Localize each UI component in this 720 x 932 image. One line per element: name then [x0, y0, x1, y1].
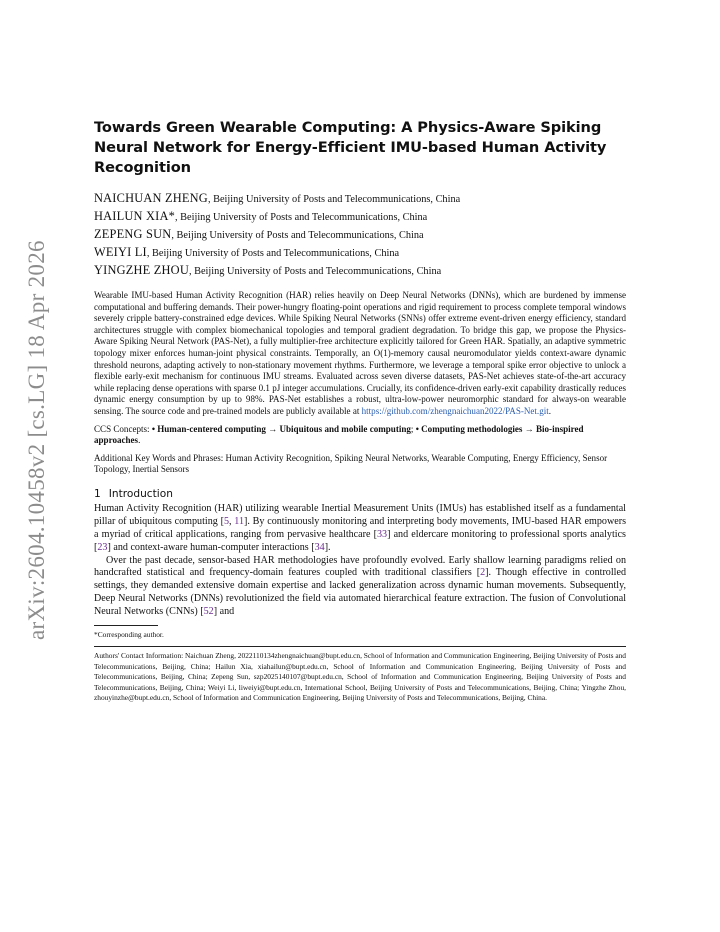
citation-link[interactable]: 34: [314, 541, 325, 553]
code-repository-link[interactable]: https://github.com/zhengnaichuan2022/PAS-Net.git: [361, 405, 549, 416]
footnote-divider: [94, 625, 158, 626]
author-affiliation: , Beijing University of Posts and Telecommunications, China: [171, 230, 424, 241]
abstract-text: Wearable IMU-based Human Activity Recognition (HAR) relies heavily on Deep Neural Networks (DNNs), which are burdened by immense computational and buffering demands. Their power-hungry floating-point operations and rigid requirement to process complete temporal windows severely cripple battery-constrained edge devices. While Spiking Neural Networks (SNNs) offer extreme event-driven energy efficiency, standard architectures struggle with complex biomechanical topologies and temporal gradient degradation. To bridge this gap, we propose the Physics-Aware Spiking Neural Network (PAS-Net), a fully multiplier-free architecture explicitly tailored for Green HAR. Spatially, an adaptive symmetric topology mixer enforces human-joint physical constraints. Temporally, an O(1)-memory causal neuromodulator yields context-aware dynamic threshold neurons, adapting actively to non-stationary movement rhythms. Furthermore, we leverage a temporal spike error objective to unlock a flexible early-exit mechanism for continuous IMU streams. Evaluated across seven diverse datasets, PAS-Net achieves state-of-the-art accuracy while replacing dense operations with sparse 0.1 pJ integer accumulations. Crucially, its confidence-driven early-exit capability drastically reduces dynamic energy consumption by up to 98%. PAS-Net establishes a robust, ultra-low-power neuromorphic standard for always-on wearable sensing. The source code and pre-trained models are publicly available at: [94, 290, 626, 416]
author-entry: [94, 208, 626, 226]
citation-link[interactable]: 5: [223, 515, 229, 527]
author-name: YINGZHE ZHOU: [94, 263, 189, 277]
author-entry: [94, 190, 626, 208]
ccs-concept: • Computing methodologies → Bio-inspired approaches: [94, 423, 584, 446]
author-name: NAICHUAN ZHENG: [94, 191, 208, 205]
author-entry: [94, 244, 626, 262]
contact-divider: [94, 646, 626, 647]
keywords: Additional Key Words and Phrases: Human Activity Recognition, Spiking Neural Networks, Wearable Computing, Energy Efficiency, Sensor Topology, Inertial Sensors: [94, 452, 608, 475]
section-heading-introduction: [94, 488, 626, 500]
author-name: ZEPENG SUN: [94, 227, 172, 241]
author-affiliation: , Beijing University of Posts and Telecommunications, China: [175, 212, 428, 223]
corresponding-author-footnote: *Corresponding author.: [94, 630, 164, 640]
ccs-concept: • Human-centered computing → Ubiquitous and mobile computing: [151, 423, 411, 434]
citation-link[interactable]: 23: [97, 541, 108, 553]
citation-link[interactable]: 11: [234, 515, 245, 527]
author-entry: [94, 226, 626, 244]
ccs-concepts: CCS Concepts: • Human-centered computing → Ubiquitous and mobile computing; • Computing methodologies → Bio-inspired approaches.: [94, 423, 584, 446]
author-name: WEIYI LI: [94, 245, 147, 259]
author-entry: [94, 262, 626, 280]
section-number: 1: [94, 487, 101, 500]
page-content: [94, 118, 626, 704]
citation-link[interactable]: 33: [376, 528, 388, 540]
author-affiliation: , Beijing University of Posts and Telecommunications, China: [146, 248, 400, 259]
ccs-label: CCS Concepts:: [94, 423, 152, 434]
arxiv-identifier-stamp: arXiv:2604.10458v2 [cs.LG] 18 Apr 2026: [24, 240, 49, 640]
author-affiliation: , Beijing University of Posts and Telecommunications, China: [188, 266, 442, 277]
author-contact-information: Authors' Contact Information: Naichuan Zheng, 2022110134zhengnaichuan@bupt.edu.cn, School of Information and Communication Engineering, Beijing University of Posts and Telecommunications, Beijing, China; Hailun Xia, xiahailun@bupt.edu.cn, School of Information and Communication Engineering, Beijing University of Posts and Telecommunications, Beijing, China; Zepeng Sun, szp2025140107@bupt.edu.cn, School of Information and Communication Engineering, Beijing University of Posts and Telecommunications, Beijing, China; Weiyi Li, liweiyi@bupt.edu.cn, International School, Beijing University of Posts and Telecommunications, Beijing, China; Yingzhe Zhou, zhouyinzhe@bupt.edu.cn, School of Information and Communication Engineering, Beijing University of Posts and Telecommunications, Beijing, China.: [94, 651, 626, 703]
intro-paragraph-2: Over the past decade, sensor-based HAR methodologies have profoundly evolved. Early shallow learning paradigms relied on handcrafted statistical and frequency-domain features coupled with traditional classifiers [2]. Though effective in controlled settings, they demanded extensive domain expertise and lacked generalization across dynamic human movements. Subsequently, Deep Neural Networks (DNNs) revolutionized the field via automated hierarchical feature extraction. The fusion of Convolutional Neural Networks (CNNs) [52] and: [94, 554, 626, 618]
abstract: Wearable IMU-based Human Activity Recognition (HAR) relies heavily on Deep Neural Networks (DNNs), which are burdened by immense computational and buffering demands. Their power-hungry floating-point operations and rigid requirement to process complete temporal windows severely cripple battery-constrained edge devices. While Spiking Neural Networks (SNNs) offer extreme event-driven energy efficiency, standard architectures struggle with complex biomechanical topologies and temporal gradient degradation. To bridge this gap, we propose the Physics-Aware Spiking Neural Network (PAS-Net), a fully multiplier-free architecture explicitly tailored for Green HAR. Spatially, an adaptive symmetric topology mixer enforces human-joint physical constraints. Temporally, an O(1)-memory causal neuromodulator yields context-aware dynamic threshold neurons, adapting actively to non-stationary movement rhythms. Furthermore, we leverage a temporal spike error objective to unlock a flexible early-exit mechanism for continuous IMU streams. Evaluated across seven diverse datasets, PAS-Net achieves state-of-the-art accuracy while replacing dense operations with sparse 0.1 pJ integer accumulations. Crucially, its confidence-driven early-exit capability drastically reduces dynamic energy consumption by up to 98%. PAS-Net establishes a robust, ultra-low-power neuromorphic standard for always-on wearable sensing. The source code and pre-trained models are publicly available at https://github.com/zhengnaichuan2022/PAS-Net.git.: [94, 290, 626, 416]
intro-paragraph-1: Human Activity Recognition (HAR) utilizing wearable Inertial Measurement Units (IMUs) has established itself as a fundamental pillar of ubiquitous computing [5, 11]. By continuously monitoring and interpreting body movements, IMU-based HAR empowers a myriad of critical applications, ranging from pervasive healthcare [33] and eldercare monitoring to professional sports analytics [23] and context-aware human-computer interactions [34].: [94, 502, 627, 553]
section-title: Introduction: [108, 487, 173, 500]
author-name: HAILUN XIA*: [94, 209, 176, 223]
author-list: [94, 190, 626, 280]
citation-link[interactable]: 52: [203, 606, 214, 618]
author-affiliation: , Beijing University of Posts and Telecommunications, China: [207, 194, 461, 205]
paper-title: Towards Green Wearable Computing: A Physics-Aware Spiking Neural Network for Energy-Efficient IMU-based Human Activity Recognition: [94, 119, 607, 176]
citation-link[interactable]: 2: [480, 567, 486, 579]
